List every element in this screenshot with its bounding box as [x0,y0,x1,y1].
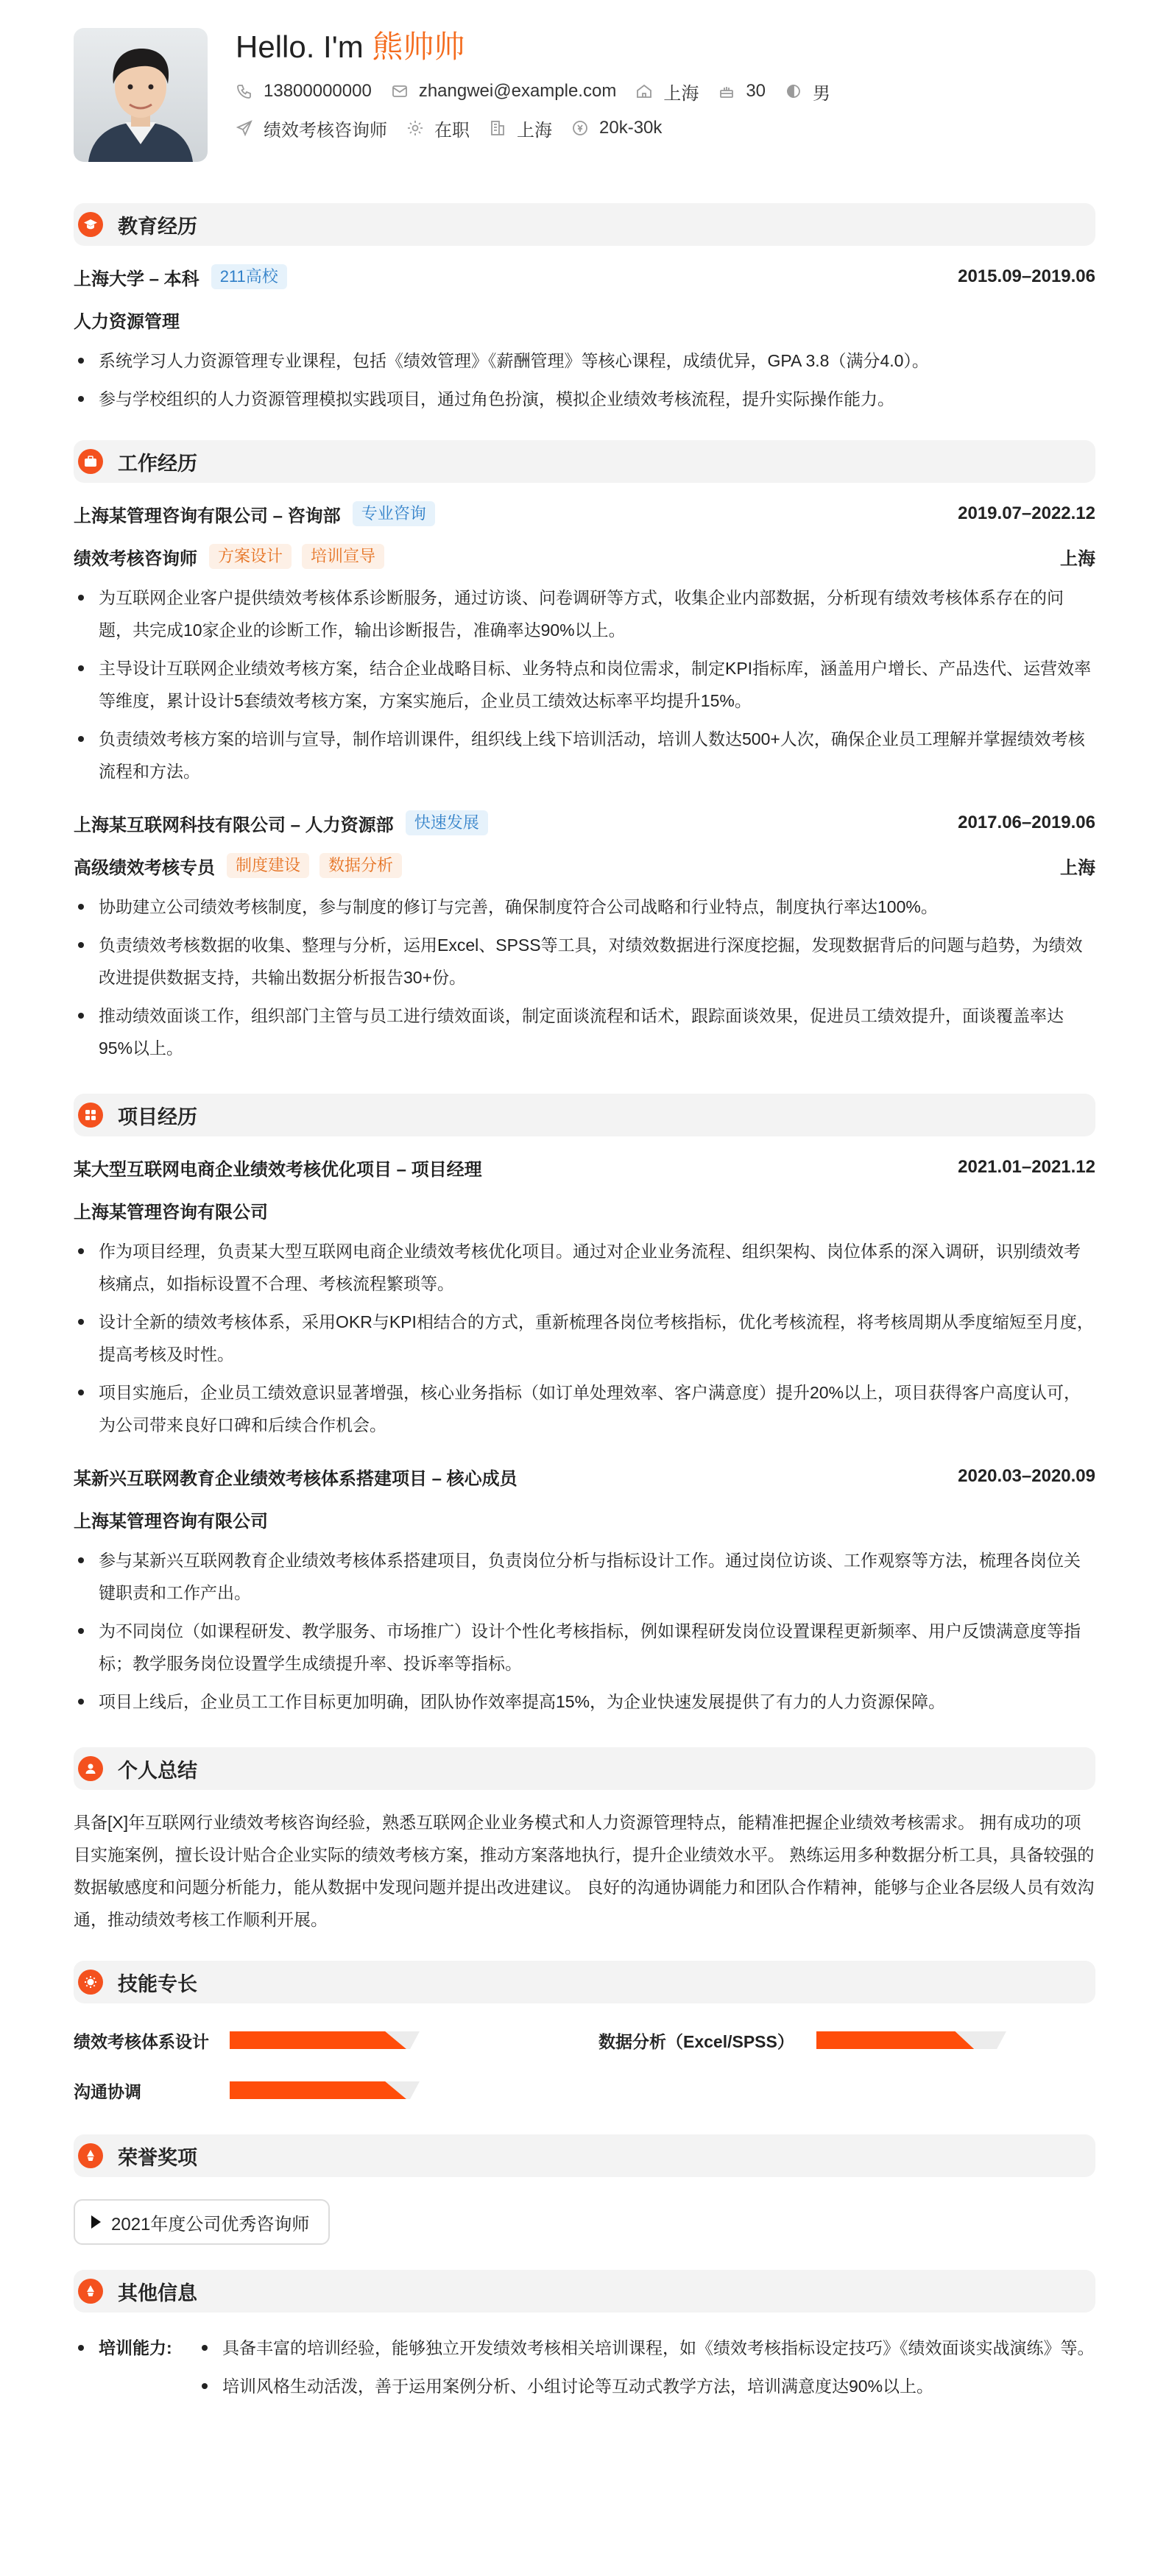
skill-item [598,2025,1040,2055]
position-info [236,116,387,141]
gender-icon [785,82,802,100]
list-item: 参与学校组织的人力资源管理模拟实践项目，通过角色扮演，模拟企业绩效考核流程，提升实际操作能力。 [74,383,1095,415]
list-item: 负责绩效考核方案的培训与宣导，制作培训课件，组织线上线下培训活动，培训人数达500+人次，确保企业员工理解并掌握绩效考核流程和方法。 [74,723,1095,788]
age-info [718,81,766,102]
summary-title: 个人总结 [118,1759,197,1782]
job-intent-row [236,115,850,141]
target-city-text: 上海 [517,120,552,141]
city-info [635,79,699,105]
job-company: 上海某互联网科技有限公司 – 人力资源部 [74,815,394,835]
project-1-bullets [74,1235,1095,1441]
job-2-header [74,808,1095,838]
phone-text: 13800000000 [264,81,372,101]
project-1-company-row [74,1195,1095,1225]
project-period: 2020.03–2020.09 [958,1466,1095,1486]
company-tag: 专业咨询 [353,501,435,526]
project-1-header [74,1153,1095,1182]
list-item: 主导设计互联网企业绩效考核方案，结合企业战略目标、业务特点和岗位需求，制定KPI指标库，涵盖用户增长、产品迭代、运营效率等维度，累计设计5套绩效考核方案，方案实施后，企业员工绩效达标率平均提升15%。 [74,652,1095,717]
coin-icon [571,119,589,137]
job-1-role-row [74,542,1095,571]
age-text: 30 [746,81,766,101]
education-section-header [74,203,1095,246]
project-2-header [74,1462,1095,1491]
job-role: 高级绩效考核专员 [74,857,215,878]
list-item: 系统学习人力资源管理专业课程，包括《绩效管理》《薪酬管理》等核心课程，成绩优异，GPA 3.8（满分4.0）。 [74,344,1095,377]
avatar [74,28,208,162]
school-name: 上海大学 – 本科 [74,269,199,289]
list-item: 协助建立公司绩效考核制度，参与制度的修订与完善，确保制度符合公司战略和行业特点，制度执行率达100%。 [74,891,1095,923]
list-item: 项目实施后，企业员工绩效意识显著增强，核心业务指标（如订单处理效率、客户满意度）提升20%以上，项目获得客户高度认可，为公司带来良好口碑和后续合作机会。 [74,1376,1095,1441]
info-icon [78,2279,103,2304]
phone-icon [236,82,253,100]
education-period: 2015.09–2019.06 [958,266,1095,286]
list-item: 为不同岗位（如课程研发、教学服务、市场推广）设计个性化考核指标，例如课程研发岗位设置课程更新频率、用户反馈满意度等指标；教学服务岗位设置学生成绩提升率、投诉率等指标。 [74,1615,1095,1680]
school-tag: 211高校 [211,264,287,289]
project-name: 某大型互联网电商企业绩效考核优化项目 – 项目经理 [74,1159,482,1180]
city-text: 上海 [663,83,699,104]
send-icon [236,119,253,137]
list-item: 作为项目经理，负责某大型互联网电商企业绩效考核优化项目。通过对企业业务流程、组织架构、岗位体系的深入调研，识别绩效考核痛点，如指标设置不合理、考核流程繁琐等。 [74,1235,1095,1300]
list-item: 具备丰富的培训经验，能够独立开发绩效考核相关培训课程，如《绩效考核指标设定技巧》《绩效面谈实战演练》等。 [197,2332,1095,2364]
greeting [236,28,850,66]
major-row [74,305,1095,334]
project-title: 项目经历 [118,1105,197,1128]
skills-title: 技能专长 [118,1972,197,1995]
education-bullets [74,344,1095,415]
resume-header [74,28,1095,162]
gender-info [785,79,830,105]
salary-text: 20k-30k [599,118,663,138]
gear-icon [406,119,424,137]
summary-section-header [74,1747,1095,1790]
job-1-bullets [74,581,1095,788]
education-title: 教育经历 [118,215,197,238]
cake-icon [718,82,735,100]
skill-name: 沟通协调 [74,2081,141,2101]
contact-row [236,78,850,105]
job-company: 上海某管理咨询有限公司 – 咨询部 [74,506,341,526]
target-city-info [489,116,552,141]
building-icon [489,119,506,137]
role-tag: 培训宣导 [302,544,384,569]
skill-name: 数据分析（Excel/SPSS） [598,2031,794,2051]
play-icon [91,2215,101,2229]
user-icon [78,1756,103,1781]
education-entry [74,262,1095,291]
company-tag: 快速发展 [406,810,488,835]
award-name: 2021年度公司优秀咨询师 [111,2214,310,2234]
other-bullets [197,2332,1095,2402]
skill-item [74,2076,598,2105]
project-company: 上海某管理咨询有限公司 [74,1202,268,1222]
job-period: 2017.06–2019.06 [958,813,1095,832]
position-text: 绩效考核咨询师 [264,120,387,141]
email-text: zhangwei@example.com [418,81,617,101]
phone-info [236,81,372,102]
briefcase-icon [78,449,103,474]
mail-icon [391,82,409,100]
project-2-bullets [74,1544,1095,1718]
work-section-header [74,440,1095,483]
summary-text: 具备[X]年互联网行业绩效考核咨询经验，熟悉互联网企业业务模式和人力资源管理特点，能精准把握企业绩效考核需求。 拥有成功的项目实施案例，擅长设计贴合企业实际的绩效考核方案，推动方案落地执行，提升企业绩效水平。 熟练运用多种数据分析工具，具备较强的数据敏感度和问题分析能力，能从数据中发现问题并提出改进建议。 良好的沟通协调能力和团队合作精神，能够与企业各层级人员有效沟通，推动绩效考核工作顺利开展。 [74,1813,1095,1929]
project-2-company-row [74,1504,1095,1534]
list-item: 参与某新兴互联网教育企业绩效考核体系搭建项目，负责岗位分析与指标设计工作。通过岗位访谈、工作观察等方法，梳理各岗位关键职责和工作产出。 [74,1544,1095,1609]
award-icon [78,2143,103,2168]
project-period: 2021.01–2021.12 [958,1157,1095,1177]
project-name: 某新兴互联网教育企业绩效考核体系搭建项目 – 核心成员 [74,1468,518,1489]
other-info [74,2332,1095,2402]
major-name: 人力资源管理 [74,311,180,332]
status-text: 在职 [434,120,470,141]
role-tag: 数据分析 [319,853,402,878]
job-period: 2019.07–2022.12 [958,503,1095,523]
job-role: 绩效考核咨询师 [74,548,197,569]
project-section-header [74,1094,1095,1136]
job-2-role-row [74,851,1095,880]
graduation-cap-icon [78,212,103,237]
email-info [391,81,617,102]
job-2-bullets [74,891,1095,1064]
other-title: 其他信息 [118,2282,197,2304]
home-icon [635,82,653,100]
skill-fill [816,2031,974,2049]
skill-fill [230,2081,406,2099]
skill-fill [230,2031,406,2049]
greeting-prefix: Hello. I'm [236,29,372,64]
work-title: 工作经历 [118,452,197,475]
role-tag: 制度建设 [227,853,309,878]
list-item: 负责绩效考核数据的收集、整理与分析，运用Excel、SPSS等工具，对绩效数据进行深度挖掘，发现数据背后的问题与趋势，为绩效改进提供数据支持，共输出数据分析报告30+份。 [74,929,1095,994]
skill-bar [816,2031,1006,2049]
skill-item [74,2025,598,2055]
other-section-header [74,2270,1095,2313]
status-info [406,116,470,141]
skill-bar [230,2081,420,2099]
role-tag: 方案设计 [209,544,292,569]
list-item: 培训风格生动活泼，善于运用案例分析、小组讨论等互动式教学方法，培训满意度达90%以上。 [197,2370,1095,2402]
awards-section-header [74,2134,1095,2177]
job-1-header [74,499,1095,528]
other-label: 培训能力: [74,2332,197,2402]
skill-name: 绩效考核体系设计 [74,2031,209,2051]
job-location: 上海 [1060,548,1095,569]
job-location: 上海 [1060,857,1095,878]
list-item: 设计全新的绩效考核体系，采用OKR与KPI相结合的方式，重新梳理各岗位考核指标，优化考核流程，将考核周期从季度缩短至月度，提高考核及时性。 [74,1306,1095,1370]
candidate-name: 熊帅帅 [372,29,465,64]
award-chip [74,2199,330,2245]
skills-section-header [74,1961,1095,2003]
gender-text: 男 [813,83,831,104]
sun-icon [78,1970,103,1995]
skills-grid [74,2025,1095,2105]
grid-icon [78,1103,103,1128]
skill-bar [230,2031,420,2049]
list-item: 推动绩效面谈工作，组织部门主管与员工进行绩效面谈，制定面谈流程和话术，跟踪面谈效果，促进员工绩效提升，面谈覆盖率达95%以上。 [74,999,1095,1064]
list-item: 为互联网企业客户提供绩效考核体系诊断服务，通过访谈、问卷调研等方式，收集企业内部数据，分析现有绩效考核体系存在的问题，共完成10家企业的诊断工作，输出诊断报告，准确率达90%以上。 [74,581,1095,646]
project-company: 上海某管理咨询有限公司 [74,1511,268,1532]
salary-info [571,118,662,138]
awards-title: 荣誉奖项 [118,2146,197,2169]
list-item: 项目上线后，企业员工工作目标更加明确，团队协作效率提高15%，为企业快速发展提供了有力的人力资源保障。 [74,1685,1095,1718]
